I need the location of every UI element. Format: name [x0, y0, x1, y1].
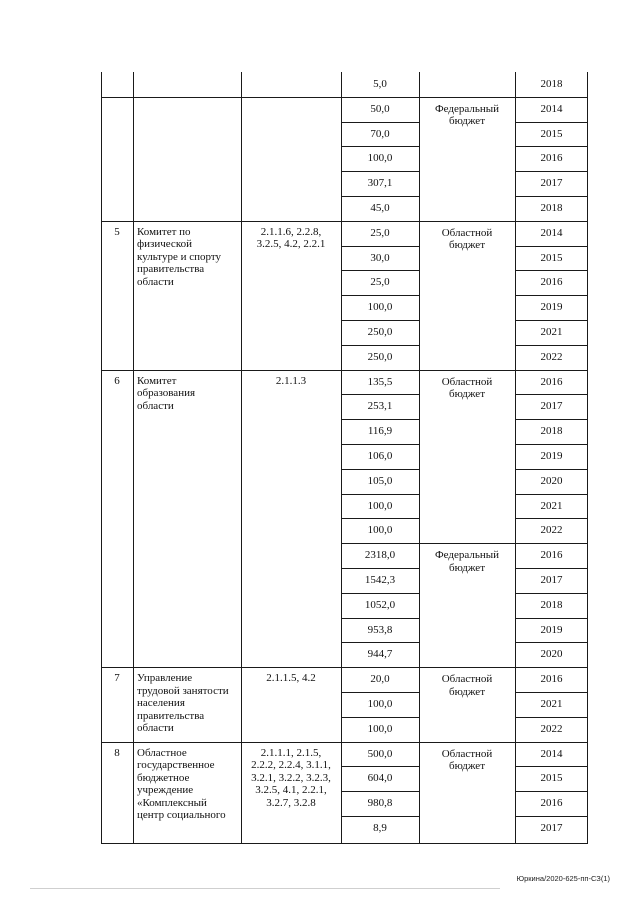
- year-row-border: [515, 618, 588, 619]
- amount-value: 45,0: [370, 202, 390, 214]
- year-row-border: [515, 791, 588, 792]
- value-row-border: [341, 246, 419, 247]
- section-border: [101, 97, 588, 98]
- amount-value: 100,0: [367, 524, 393, 537]
- year-value: 2017: [540, 400, 563, 413]
- value-row-border: [341, 766, 419, 767]
- year-value: 2014: [540, 747, 563, 760]
- year-value: 2022: [540, 350, 563, 363]
- document-footer-code: Юркина/2020-625-пп-СЗ(1): [516, 874, 610, 883]
- row-number: 5: [114, 225, 120, 238]
- amount-value: 100,0: [367, 499, 393, 512]
- amount-value: 1052,0: [364, 598, 396, 611]
- year-value: 2016: [540, 152, 563, 165]
- section-border: [101, 667, 588, 668]
- value-row-border: [341, 469, 419, 470]
- amount-value: 20,0: [370, 673, 390, 686]
- amount-value: 250,0: [367, 326, 393, 338]
- value-row-border: [341, 171, 419, 172]
- amount-value: 105,0: [367, 474, 393, 487]
- value-row-border: [341, 394, 419, 395]
- amount-value: 100,0: [367, 301, 393, 314]
- year-value: 2022: [540, 722, 563, 735]
- value-row-border: [341, 270, 419, 271]
- year-row-border: [515, 196, 588, 197]
- amount-value: 307,1: [367, 177, 393, 190]
- value-row-border: [341, 568, 419, 569]
- value-row-border: [341, 196, 419, 197]
- column-border: [419, 72, 420, 844]
- value-row-border: [341, 618, 419, 619]
- year-row-border: [515, 717, 588, 718]
- column-border: [241, 72, 242, 844]
- value-row-border: [341, 717, 419, 718]
- year-value: 2019: [540, 450, 563, 462]
- year-row-border: [515, 246, 588, 247]
- value-row-border: [341, 816, 419, 817]
- amount-value: 250,0: [367, 350, 393, 363]
- year-value: 2020: [540, 474, 563, 487]
- year-row-border: [515, 419, 588, 420]
- year-row-border: [515, 444, 588, 445]
- amount-value: 106,0: [367, 450, 393, 462]
- year-value: 2017: [540, 822, 563, 834]
- amount-value: 1542,3: [364, 574, 396, 586]
- year-value: 2014: [540, 226, 563, 239]
- row-number: 8: [114, 746, 120, 759]
- year-row-border: [515, 816, 588, 817]
- value-row-border: [341, 494, 419, 495]
- amount-value: 944,7: [367, 648, 393, 661]
- amount-value: 116,9: [367, 425, 393, 438]
- amount-value: 2318,0: [364, 549, 396, 562]
- year-row-border: [515, 320, 588, 321]
- year-row-border: [515, 692, 588, 693]
- measure-codes: 2.1.1.5, 4.2: [266, 672, 316, 685]
- amount-value: 100,0: [367, 722, 393, 735]
- year-value: 2016: [540, 375, 563, 388]
- year-value: 2016: [540, 797, 563, 810]
- year-row-border: [515, 642, 588, 643]
- year-row-border: [515, 494, 588, 495]
- table-bottom-border: [101, 843, 588, 844]
- amount-value: 100,0: [367, 152, 393, 165]
- row-number: 6: [114, 374, 120, 387]
- funding-source: Областной бюджет: [441, 226, 493, 252]
- value-row-border: [341, 419, 419, 420]
- year-value: 2017: [540, 177, 563, 190]
- year-value: 2016: [540, 549, 563, 562]
- year-value: 2016: [540, 673, 563, 686]
- year-row-border: [515, 345, 588, 346]
- organization-name: Комитет образования области: [137, 374, 196, 412]
- row-number: 7: [114, 672, 120, 685]
- year-value: 2015: [540, 772, 563, 785]
- year-value: 2015: [540, 251, 563, 264]
- year-row-border: [515, 469, 588, 470]
- amount-value: 604,0: [367, 772, 393, 785]
- funding-source: Областной бюджет: [441, 673, 493, 698]
- amount-value: 253,1: [367, 400, 393, 413]
- funding-source: Областной бюджет: [441, 747, 493, 773]
- organization-name: Областное государственное бюджетное учреждение «Комплексный центр социального: [137, 746, 226, 822]
- value-row-border: [341, 345, 419, 346]
- year-value: 2017: [540, 574, 563, 586]
- year-row-border: [515, 295, 588, 296]
- value-row-border: [341, 146, 419, 147]
- year-row-border: [515, 543, 588, 544]
- funding-source: Федеральный бюджет: [434, 102, 500, 128]
- year-value: 2019: [540, 301, 563, 314]
- column-border: [101, 72, 102, 844]
- value-row-border: [341, 444, 419, 445]
- organization-name: Управление трудовой занятости населения правительства области: [137, 672, 229, 735]
- year-row-border: [515, 766, 588, 767]
- year-value: 2020: [540, 648, 563, 661]
- section-border: [101, 370, 588, 371]
- year-value: 2018: [540, 425, 563, 438]
- amount-value: 25,0: [370, 226, 390, 239]
- value-row-border: [341, 791, 419, 792]
- measure-codes: 2.1.1.6, 2.2.8, 3.2.5, 4.2, 2.2.1: [256, 225, 326, 251]
- value-row-border: [341, 295, 419, 296]
- amount-value: 50,0: [370, 102, 390, 115]
- amount-value: 100,0: [367, 698, 393, 710]
- value-row-border: [341, 642, 419, 643]
- year-value: 2018: [540, 78, 563, 90]
- value-row-border: [341, 543, 419, 544]
- measure-codes: 2.1.1.3: [275, 374, 307, 387]
- funding-source: Федеральный бюджет: [434, 549, 500, 574]
- amount-value: 953,8: [367, 623, 393, 636]
- column-border: [133, 72, 134, 844]
- page-bottom-rule: [30, 888, 500, 889]
- value-row-border: [341, 692, 419, 693]
- year-value: 2021: [540, 326, 563, 338]
- section-border: [101, 221, 588, 222]
- year-row-border: [515, 171, 588, 172]
- year-row-border: [515, 146, 588, 147]
- funding-source: Областной бюджет: [441, 375, 493, 401]
- value-row-border: [341, 122, 419, 123]
- measure-codes: 2.1.1.1, 2.1.5, 2.2.2, 2.2.4, 3.1.1, 3.2.1, 3.2.2, 3.2.3, 3.2.5, 4.1, 2.2.1, 3.2.7, 3.2.8: [251, 746, 331, 809]
- amount-value: 500,0: [367, 747, 393, 760]
- amount-value: 25,0: [370, 276, 390, 289]
- year-value: 2018: [540, 598, 563, 611]
- amount-value: 30,0: [370, 251, 390, 264]
- year-value: 2021: [540, 499, 563, 512]
- year-row-border: [515, 593, 588, 594]
- section-border: [101, 742, 588, 743]
- amount-value: 5,0: [373, 78, 387, 90]
- year-row-border: [515, 270, 588, 271]
- source-border: [419, 543, 515, 544]
- value-row-border: [341, 320, 419, 321]
- year-row-border: [515, 518, 588, 519]
- year-value: 2021: [540, 698, 563, 710]
- year-value: 2018: [540, 202, 563, 214]
- year-row-border: [515, 122, 588, 123]
- year-value: 2019: [540, 623, 563, 636]
- year-value: 2022: [540, 524, 563, 537]
- organization-name: Комитет по физической культуре и спорту правительства области: [137, 225, 222, 288]
- amount-value: 8,9: [373, 822, 387, 834]
- value-row-border: [341, 593, 419, 594]
- year-value: 2014: [540, 102, 563, 115]
- amount-value: 135,5: [367, 375, 393, 388]
- year-value: 2015: [540, 127, 563, 140]
- year-row-border: [515, 394, 588, 395]
- funding-table: [101, 72, 588, 844]
- amount-value: 70,0: [370, 127, 390, 140]
- year-row-border: [515, 568, 588, 569]
- amount-value: 980,8: [367, 797, 393, 810]
- value-row-border: [341, 518, 419, 519]
- year-value: 2016: [540, 276, 563, 289]
